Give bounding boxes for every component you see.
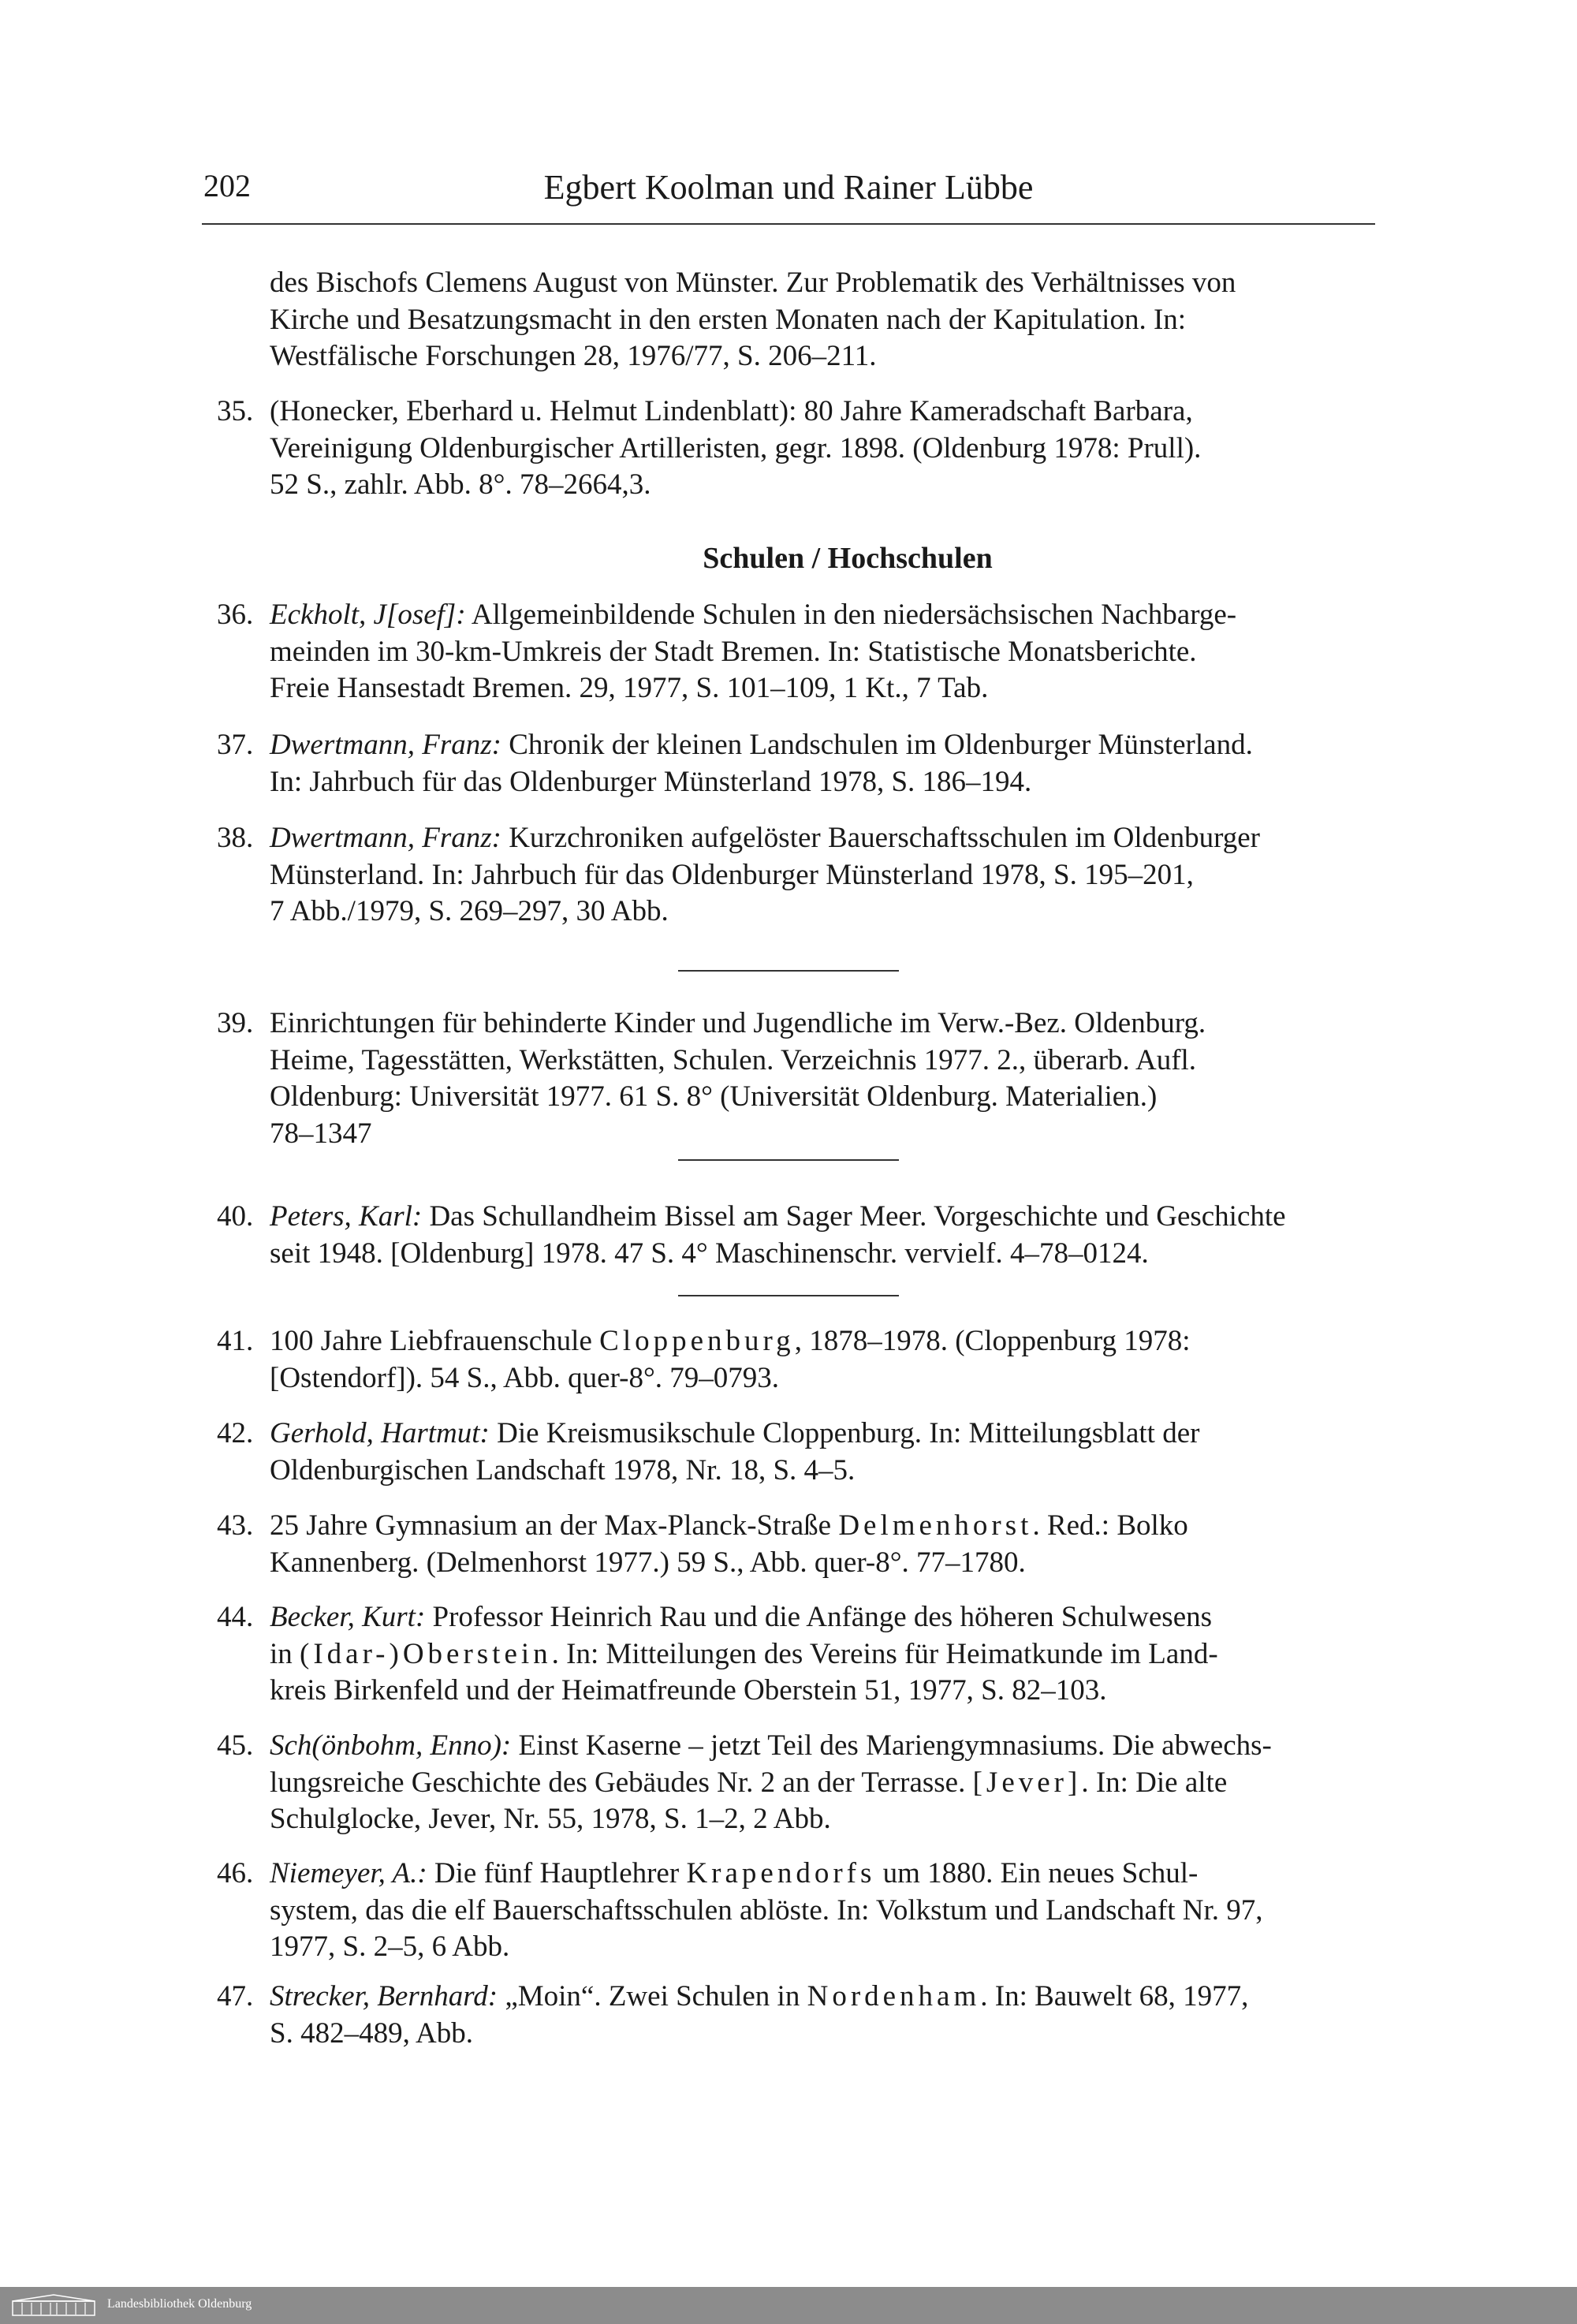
text-span: Einst Kaserne – jetzt Teil des Mariengymnasiums. Die abwechs- (511, 1729, 1272, 1762)
text-span: Allgemeinbildende Schulen in den niedersächsischen Nachbarge- (465, 599, 1237, 631)
entry-text (270, 1856, 1376, 1966)
entry-number: 41. (217, 1325, 254, 1357)
entry-45 (217, 1728, 1376, 1838)
spaced-place-name: (Idar-)Oberstein (300, 1637, 552, 1670)
spaced-place-name: Cloppenburg (599, 1325, 795, 1357)
author: Peters, Karl: (270, 1200, 423, 1233)
text-line: Einrichtungen für behinderte Kinder und Jugendliche im Verw.-Bez. Oldenburg. (270, 1007, 1206, 1039)
text-line (270, 1765, 1376, 1802)
author: Strecker, Bernhard: (270, 1980, 498, 2013)
entry-35 (217, 394, 1376, 504)
separator-rule (678, 1295, 899, 1296)
library-footer-bar (0, 2287, 1577, 2324)
entry-text (270, 1508, 1376, 1581)
spaced-place-name: Krapendorfs (686, 1857, 876, 1889)
text-line: Oldenburgischen Landschaft 1978, Nr. 18, S. 4–5. (270, 1453, 856, 1487)
text-line: system, das die elf Bauerschaftsschulen ablöste. In: Volkstum und Landschaft Nr. 97, (270, 1893, 1263, 1927)
entry-42 (217, 1416, 1376, 1489)
entry-number: 47. (217, 1980, 254, 2013)
spaced-place-name: [Jever] (972, 1766, 1082, 1799)
author: Dwertmann, Franz: (270, 729, 501, 761)
text-line: seit 1948. [Oldenburg] 1978. 47 S. 4° Maschinenschr. vervielf. 4–78–0124. (270, 1237, 1149, 1270)
text-span: , 1878–1978. (Cloppenburg 1978: (794, 1325, 1191, 1357)
text-span: Die Kreismusikschule Cloppenburg. In: Mitteilungsblatt der (489, 1417, 1200, 1449)
text-line (270, 1508, 1376, 1545)
text-line: Kannenberg. (Delmenhorst 1977.) 59 S., Abb. quer-8°. 77–1780. (270, 1546, 1026, 1579)
entry-text (270, 1728, 1376, 1838)
entry-number: 37. (217, 729, 254, 761)
entry-37 (217, 727, 1376, 800)
entry-39 (217, 1005, 1376, 1152)
entry-41 (217, 1323, 1376, 1397)
entry-number: 42. (217, 1417, 254, 1449)
entry-47 (217, 1979, 1376, 2052)
page-number: 202 (203, 168, 251, 203)
entry-text (270, 597, 1376, 707)
entry-44 (217, 1599, 1376, 1710)
text-line (270, 1979, 1376, 2016)
text-span: . In: Bauwelt 68, 1977, (980, 1980, 1249, 2013)
entry-text (270, 820, 1376, 931)
text-line: meinden im 30-km-Umkreis der Stadt Bremen. In: Statistische Monatsberichte. (270, 635, 1197, 668)
text-line: 52 S., zahlr. Abb. 8°. 78–2664,3. (270, 468, 651, 501)
text-line (270, 1728, 1376, 1765)
header-rule (202, 223, 1375, 225)
running-title: Egbert Koolman und Rainer Lübbe (543, 168, 1034, 207)
text-line: Westfälische Forschungen 28, 1976/77, S. 206–211. (270, 340, 877, 372)
separator-rule (678, 970, 899, 972)
library-name: Landesbibliothek Oldenburg (107, 2297, 252, 2311)
entry-36 (217, 597, 1376, 707)
author: Eckholt, J[osef]: (270, 599, 466, 631)
entry-text (270, 265, 1376, 375)
page-header (203, 167, 1374, 221)
text-span: „Moin“. Zwei Schulen in (498, 1980, 807, 2013)
text-line (270, 597, 1376, 634)
text-line (270, 727, 1376, 764)
text-span: . In: Die alte (1081, 1766, 1228, 1799)
text-line: Kirche und Besatzungsmacht in den ersten Monaten nach der Kapitulation. In: (270, 303, 1187, 336)
text-span: 100 Jahre Liebfrauenschule (270, 1325, 600, 1357)
text-line: Freie Hansestadt Bremen. 29, 1977, S. 101–109, 1 Kt., 7 Tab. (270, 672, 989, 704)
text-span: Chronik der kleinen Landschulen im Oldenburger Münsterland. (501, 729, 1253, 761)
entry-text (270, 1599, 1376, 1710)
text-line: 7 Abb./1979, S. 269–297, 30 Abb. (270, 895, 669, 927)
text-line (270, 1599, 1376, 1636)
text-line: Schulglocke, Jever, Nr. 55, 1978, S. 1–2, 2 Abb. (270, 1803, 831, 1835)
entry-text (270, 1199, 1376, 1272)
entry-number: 44. (217, 1601, 254, 1633)
text-line: kreis Birkenfeld und der Heimatfreunde Oberstein 51, 1977, S. 82–103. (270, 1674, 1107, 1707)
author: Becker, Kurt: (270, 1601, 426, 1633)
text-span: um 1880. Ein neues Schul- (875, 1857, 1199, 1889)
author: Gerhold, Hartmut: (270, 1417, 490, 1449)
text-line (270, 1199, 1376, 1236)
entry-number: 35. (217, 395, 254, 427)
text-span: Die fünf Hauptlehrer (427, 1857, 687, 1889)
text-line (270, 1323, 1376, 1360)
text-line: Oldenburg: Universität 1977. 61 S. 8° (Universität Oldenburg. Materialien.) (270, 1080, 1158, 1113)
text-line: 1977, S. 2–5, 6 Abb. (270, 1930, 510, 1963)
text-line: [Ostendorf]). 54 S., Abb. quer-8°. 79–0793. (270, 1361, 780, 1394)
entry-38 (217, 820, 1376, 931)
entry-number: 40. (217, 1200, 254, 1233)
text-line: Münsterland. In: Jahrbuch für das Oldenburger Münsterland 1978, S. 195–201, (270, 858, 1194, 891)
text-span: . Red.: Bolko (1032, 1509, 1188, 1542)
text-line: des Bischofs Clemens August von Münster. Zur Problematik des Verhältnisses von (270, 267, 1236, 299)
text-line (270, 1856, 1376, 1893)
author: Sch(önbohm, Enno): (270, 1729, 512, 1762)
text-line: (Honecker, Eberhard u. Helmut Lindenblatt): 80 Jahre Kameradschaft Barbara, (270, 395, 1193, 427)
entry-text (270, 394, 1376, 504)
text-line (270, 1416, 1376, 1453)
text-span: Professor Heinrich Rau und die Anfänge des höheren Schulwesens (425, 1601, 1213, 1633)
library-building-icon (11, 2293, 96, 2317)
entry-text (270, 1323, 1376, 1397)
text-line (270, 1636, 1376, 1673)
entry-number: 43. (217, 1509, 254, 1542)
text-line: Heime, Tagesstätten, Werkstätten, Schulen. Verzeichnis 1977. 2., überarb. Aufl. (270, 1043, 1197, 1076)
entry-text (270, 1416, 1376, 1489)
text-span: . In: Mitteilungen des Vereins für Heimatkunde im Land- (551, 1637, 1218, 1670)
entry-number: 36. (217, 599, 254, 631)
entry-43 (217, 1508, 1376, 1581)
author: Niemeyer, A.: (270, 1857, 427, 1889)
entry-34-continuation (217, 265, 1376, 375)
separator-rule (678, 1159, 899, 1161)
entry-number: 38. (217, 822, 254, 854)
section-heading: Schulen / Hochschulen (703, 542, 993, 575)
spaced-place-name: Delmenhorst (838, 1509, 1033, 1542)
text-line (270, 820, 1376, 857)
text-span: Kurzchroniken aufgelöster Bauerschaftsschulen im Oldenburger (501, 822, 1260, 854)
text-line: In: Jahrbuch für das Oldenburger Münsterland 1978, S. 186–194. (270, 765, 1032, 798)
spaced-place-name: Nordenham (807, 1980, 981, 2013)
entry-46 (217, 1856, 1376, 1966)
text-span: lungsreiche Geschichte des Gebäudes Nr. 2 an der Terrasse. (270, 1766, 973, 1799)
text-span: in (270, 1637, 300, 1670)
entry-number: 45. (217, 1729, 254, 1762)
entry-number: 46. (217, 1857, 254, 1889)
author: Dwertmann, Franz: (270, 822, 501, 854)
entry-number: 39. (217, 1007, 254, 1039)
text-line: Vereinigung Oldenburgischer Artilleristen, gegr. 1898. (Oldenburg 1978: Prull). (270, 431, 1202, 464)
text-span: 25 Jahre Gymnasium an der Max-Planck-Straße (270, 1509, 839, 1542)
text-span: Das Schullandheim Bissel am Sager Meer. Vorgeschichte und Geschichte (422, 1200, 1286, 1233)
entry-40 (217, 1199, 1376, 1272)
entry-text (270, 1005, 1376, 1152)
text-line: S. 482–489, Abb. (270, 2016, 474, 2050)
text-line: 78–1347 (270, 1117, 372, 1150)
entry-text (270, 1979, 1376, 2052)
entry-text (270, 727, 1376, 800)
